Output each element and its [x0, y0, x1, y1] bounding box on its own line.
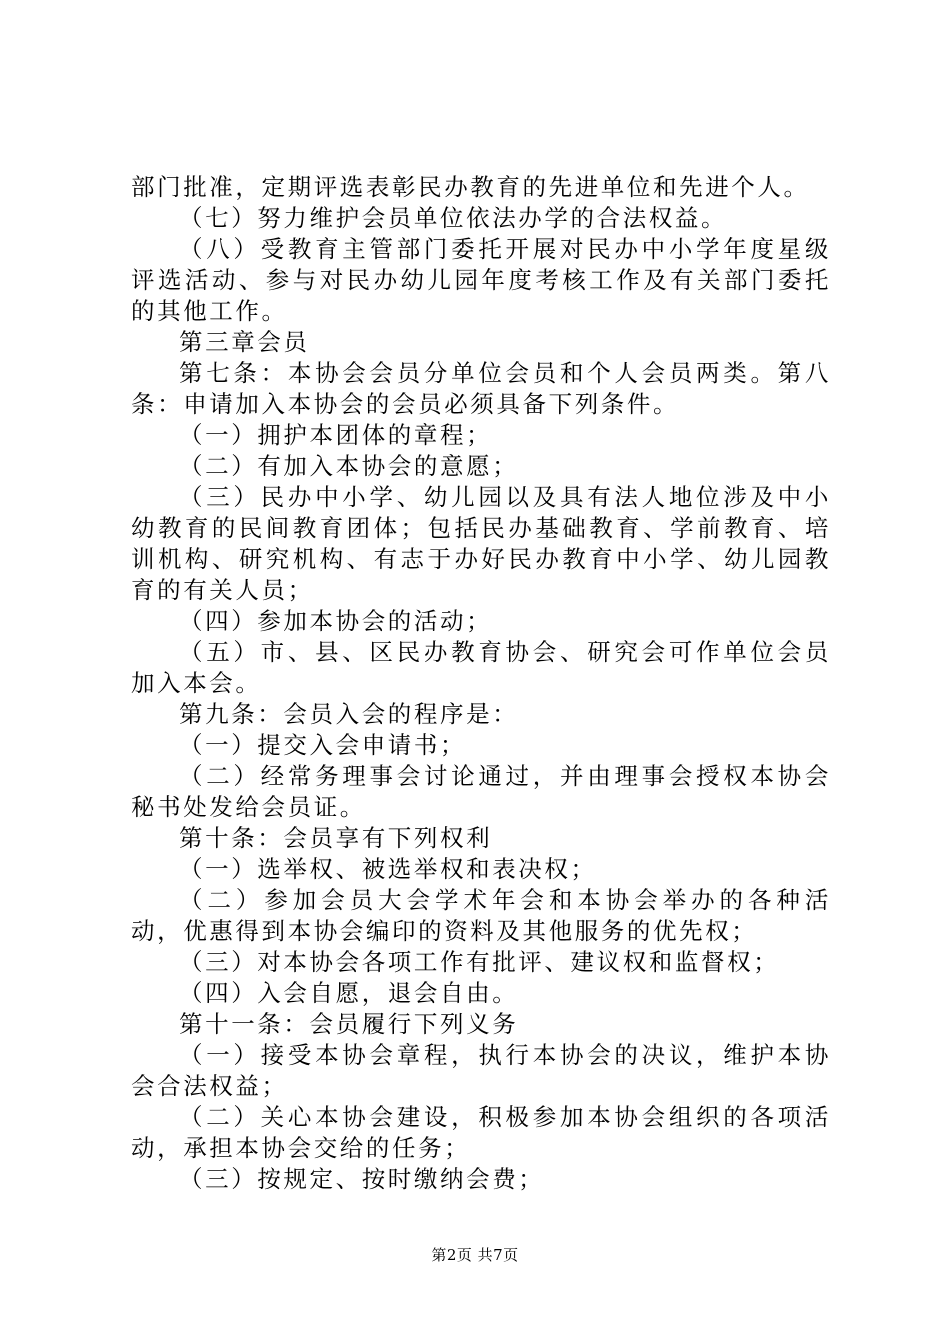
- paragraph: 第七条：本协会会员分单位会员和个人会员两类。第八条：申请加入本协会的会员必须具备下列条件。: [131, 359, 831, 418]
- paragraph: （一）提交入会申请书；: [179, 731, 467, 759]
- paragraph: （四）入会自愿，退会自由。: [179, 979, 519, 1007]
- paragraph: （一）接受本协会章程，执行本协会的决议，维护本协会合法权益；: [131, 1041, 831, 1100]
- paragraph: （三）对本协会各项工作有批评、建议权和监督权；: [179, 948, 780, 976]
- paragraph: （二）经常务理事会讨论通过，并由理事会授权本协会秘书处发给会员证。: [131, 762, 831, 821]
- paragraph: （三）民办中小学、幼儿园以及具有法人地位涉及中小幼教育的民间教育团体；包括民办基础教育、学前教育、培训机构、研究机构、有志于办好民办教育中小学、幼儿园教育的有关人员；: [131, 483, 831, 604]
- paragraph: （七）努力维护会员单位依法办学的合法权益。: [179, 204, 728, 232]
- article-heading: 第十条：会员享有下列权利: [179, 824, 493, 852]
- chapter-heading: 第三章会员: [179, 328, 310, 356]
- document-body: [131, 172, 831, 1195]
- paragraph: （二）参加会员大会学术年会和本协会举办的各种活动，优惠得到本协会编印的资料及其他服务的优先权；: [131, 886, 831, 945]
- page-number-label: 第2页 共7页: [431, 1246, 519, 1264]
- paragraph: （五）市、县、区民办教育协会、研究会可作单位会员加入本会。: [131, 638, 831, 697]
- paragraph: （三）按规定、按时缴纳会费；: [179, 1165, 545, 1193]
- article-heading: 第九条：会员入会的程序是：: [179, 700, 519, 728]
- paragraph: （一）拥护本团体的章程；: [179, 421, 493, 449]
- paragraph: （二）有加入本协会的意愿；: [179, 452, 519, 480]
- paragraph: 部门批准，定期评选表彰民办教育的先进单位和先进个人。: [131, 173, 810, 201]
- paragraph: （八）受教育主管部门委托开展对民办中小学年度星级评选活动、参与对民办幼儿园年度考核工作及有关部门委托的其他工作。: [131, 235, 831, 325]
- article-heading: 第十一条：会员履行下列义务: [179, 1010, 519, 1038]
- paragraph: （四）参加本协会的活动；: [179, 607, 493, 635]
- paragraph: （一）选举权、被选举权和表决权；: [179, 855, 597, 883]
- paragraph: （二）关心本协会建设，积极参加本协会组织的各项活动，承担本协会交给的任务；: [131, 1103, 831, 1162]
- page-footer: [0, 1244, 950, 1265]
